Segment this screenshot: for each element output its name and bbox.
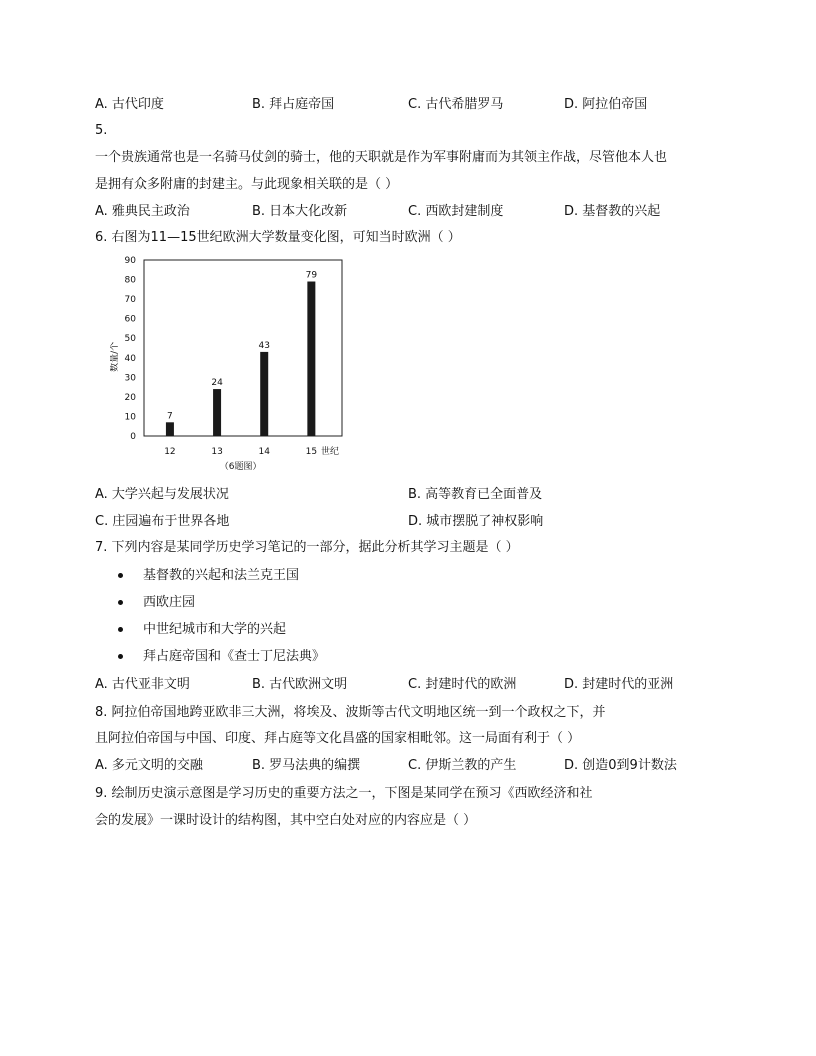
- x-tick-label: 12: [164, 447, 176, 457]
- x-tick-label: 13: [211, 447, 223, 457]
- q6-stem: 6. 右图为11—15世纪欧洲大学数量变化图，可知当时欧洲（ ）: [95, 230, 461, 245]
- y-tick-label: 60: [124, 314, 136, 325]
- q7-stem: 7. 下列内容是某同学历史学习笔记的一部分，据此分析其学习主题是（ ）: [95, 540, 519, 555]
- q8-stem-line1: 8. 阿拉伯帝国地跨亚欧非三大洲，将埃及、波斯等古代文明地区统一到一个政权之下，并: [95, 705, 606, 720]
- chart-bar: [307, 282, 315, 436]
- q5-number: 5.: [95, 123, 108, 138]
- q5-option-d: D. 基督教的兴起: [564, 204, 661, 219]
- q7-option-c: C. 封建时代的欧洲: [408, 677, 517, 692]
- q7-option-b: B. 古代欧洲文明: [252, 677, 348, 692]
- q9-stem-line1: 9. 绘制历史演示意图是学习历史的重要方法之一，下图是某同学在预习《西欧经济和社: [95, 786, 593, 801]
- x-tick-label: 15: [305, 447, 318, 457]
- x-axis-label: 世纪: [320, 447, 340, 457]
- q6-option-c: C. 庄园遍布于世界各地: [95, 514, 230, 529]
- university-count-chart: [110, 252, 370, 474]
- chart-caption: （6题图）: [219, 462, 262, 472]
- bullet-dot: [118, 573, 123, 578]
- q8-option-d: D. 创造0到9计数法: [564, 758, 677, 773]
- q7-note-1: 基督教的兴起和法兰克王国: [143, 568, 300, 583]
- x-tick-label: 14: [258, 447, 270, 457]
- bullet-dot: [118, 627, 123, 632]
- q5-option-b: B. 日本大化改新: [252, 204, 348, 219]
- chart-bar: [260, 352, 268, 436]
- q5-option-a: A. 雅典民主政治: [95, 204, 190, 219]
- q5-stem-line2: 是拥有众多附庸的封建主。与此现象相关联的是（ ）: [95, 177, 399, 192]
- q4-option-d: D. 阿拉伯帝国: [564, 97, 648, 112]
- q7-note-3: 中世纪城市和大学的兴起: [143, 622, 287, 637]
- q6-option-b: B. 高等教育已全面普及: [408, 487, 543, 502]
- y-tick-label: 90: [124, 256, 136, 266]
- y-tick-label: 80: [124, 275, 136, 286]
- q7-option-d: D. 封建时代的亚洲: [564, 677, 674, 692]
- y-tick-label: 10: [124, 412, 136, 423]
- y-tick-label: 30: [124, 373, 136, 384]
- bar-data-label: 43: [258, 340, 270, 351]
- chart-bar: [166, 422, 174, 436]
- q8-option-b: B. 罗马法典的编撰: [252, 758, 361, 773]
- chart-bar: [213, 389, 221, 436]
- q6-option-a: A. 大学兴起与发展状况: [95, 487, 229, 502]
- q4-option-a: A. 古代印度: [95, 97, 164, 112]
- y-tick-label: 20: [124, 392, 136, 403]
- q9-stem-line2: 会的发展》一课时设计的结构图，其中空白处对应的内容应是（ ）: [95, 813, 477, 828]
- y-tick-label: 70: [124, 295, 136, 306]
- q4-option-b: B. 拜占庭帝国: [252, 97, 335, 112]
- y-tick-label: 40: [124, 353, 136, 364]
- q6-option-d: D. 城市摆脱了神权影响: [408, 514, 544, 529]
- q8-option-a: A. 多元文明的交融: [95, 758, 203, 773]
- y-axis-label: 数量/个: [110, 341, 120, 372]
- bar-data-label: 79: [305, 270, 318, 281]
- y-tick-label: 0: [130, 432, 136, 442]
- q8-option-c: C. 伊斯兰教的产生: [408, 758, 517, 773]
- y-tick-label: 50: [124, 334, 136, 345]
- q4-option-c: C. 古代希腊罗马: [408, 97, 504, 112]
- q7-note-4: 拜占庭帝国和《查士丁尼法典》: [143, 649, 326, 664]
- bullet-dot: [118, 600, 123, 605]
- q5-stem-line1: 一个贵族通常也是一名骑马仗剑的骑士，他的天职就是作为军事附庸而为其领主作战，尽管他本人也: [95, 150, 668, 165]
- q7-note-2: 西欧庄园: [143, 595, 196, 610]
- q7-option-a: A. 古代亚非文明: [95, 677, 190, 692]
- bar-data-label: 24: [211, 378, 223, 389]
- q5-option-c: C. 西欧封建制度: [408, 204, 504, 219]
- bullet-dot: [118, 654, 123, 659]
- q8-stem-line2: 且阿拉伯帝国与中国、印度、拜占庭等文化昌盛的国家相毗邻。这一局面有利于（ ）: [95, 731, 581, 746]
- bar-data-label: 7: [167, 411, 173, 422]
